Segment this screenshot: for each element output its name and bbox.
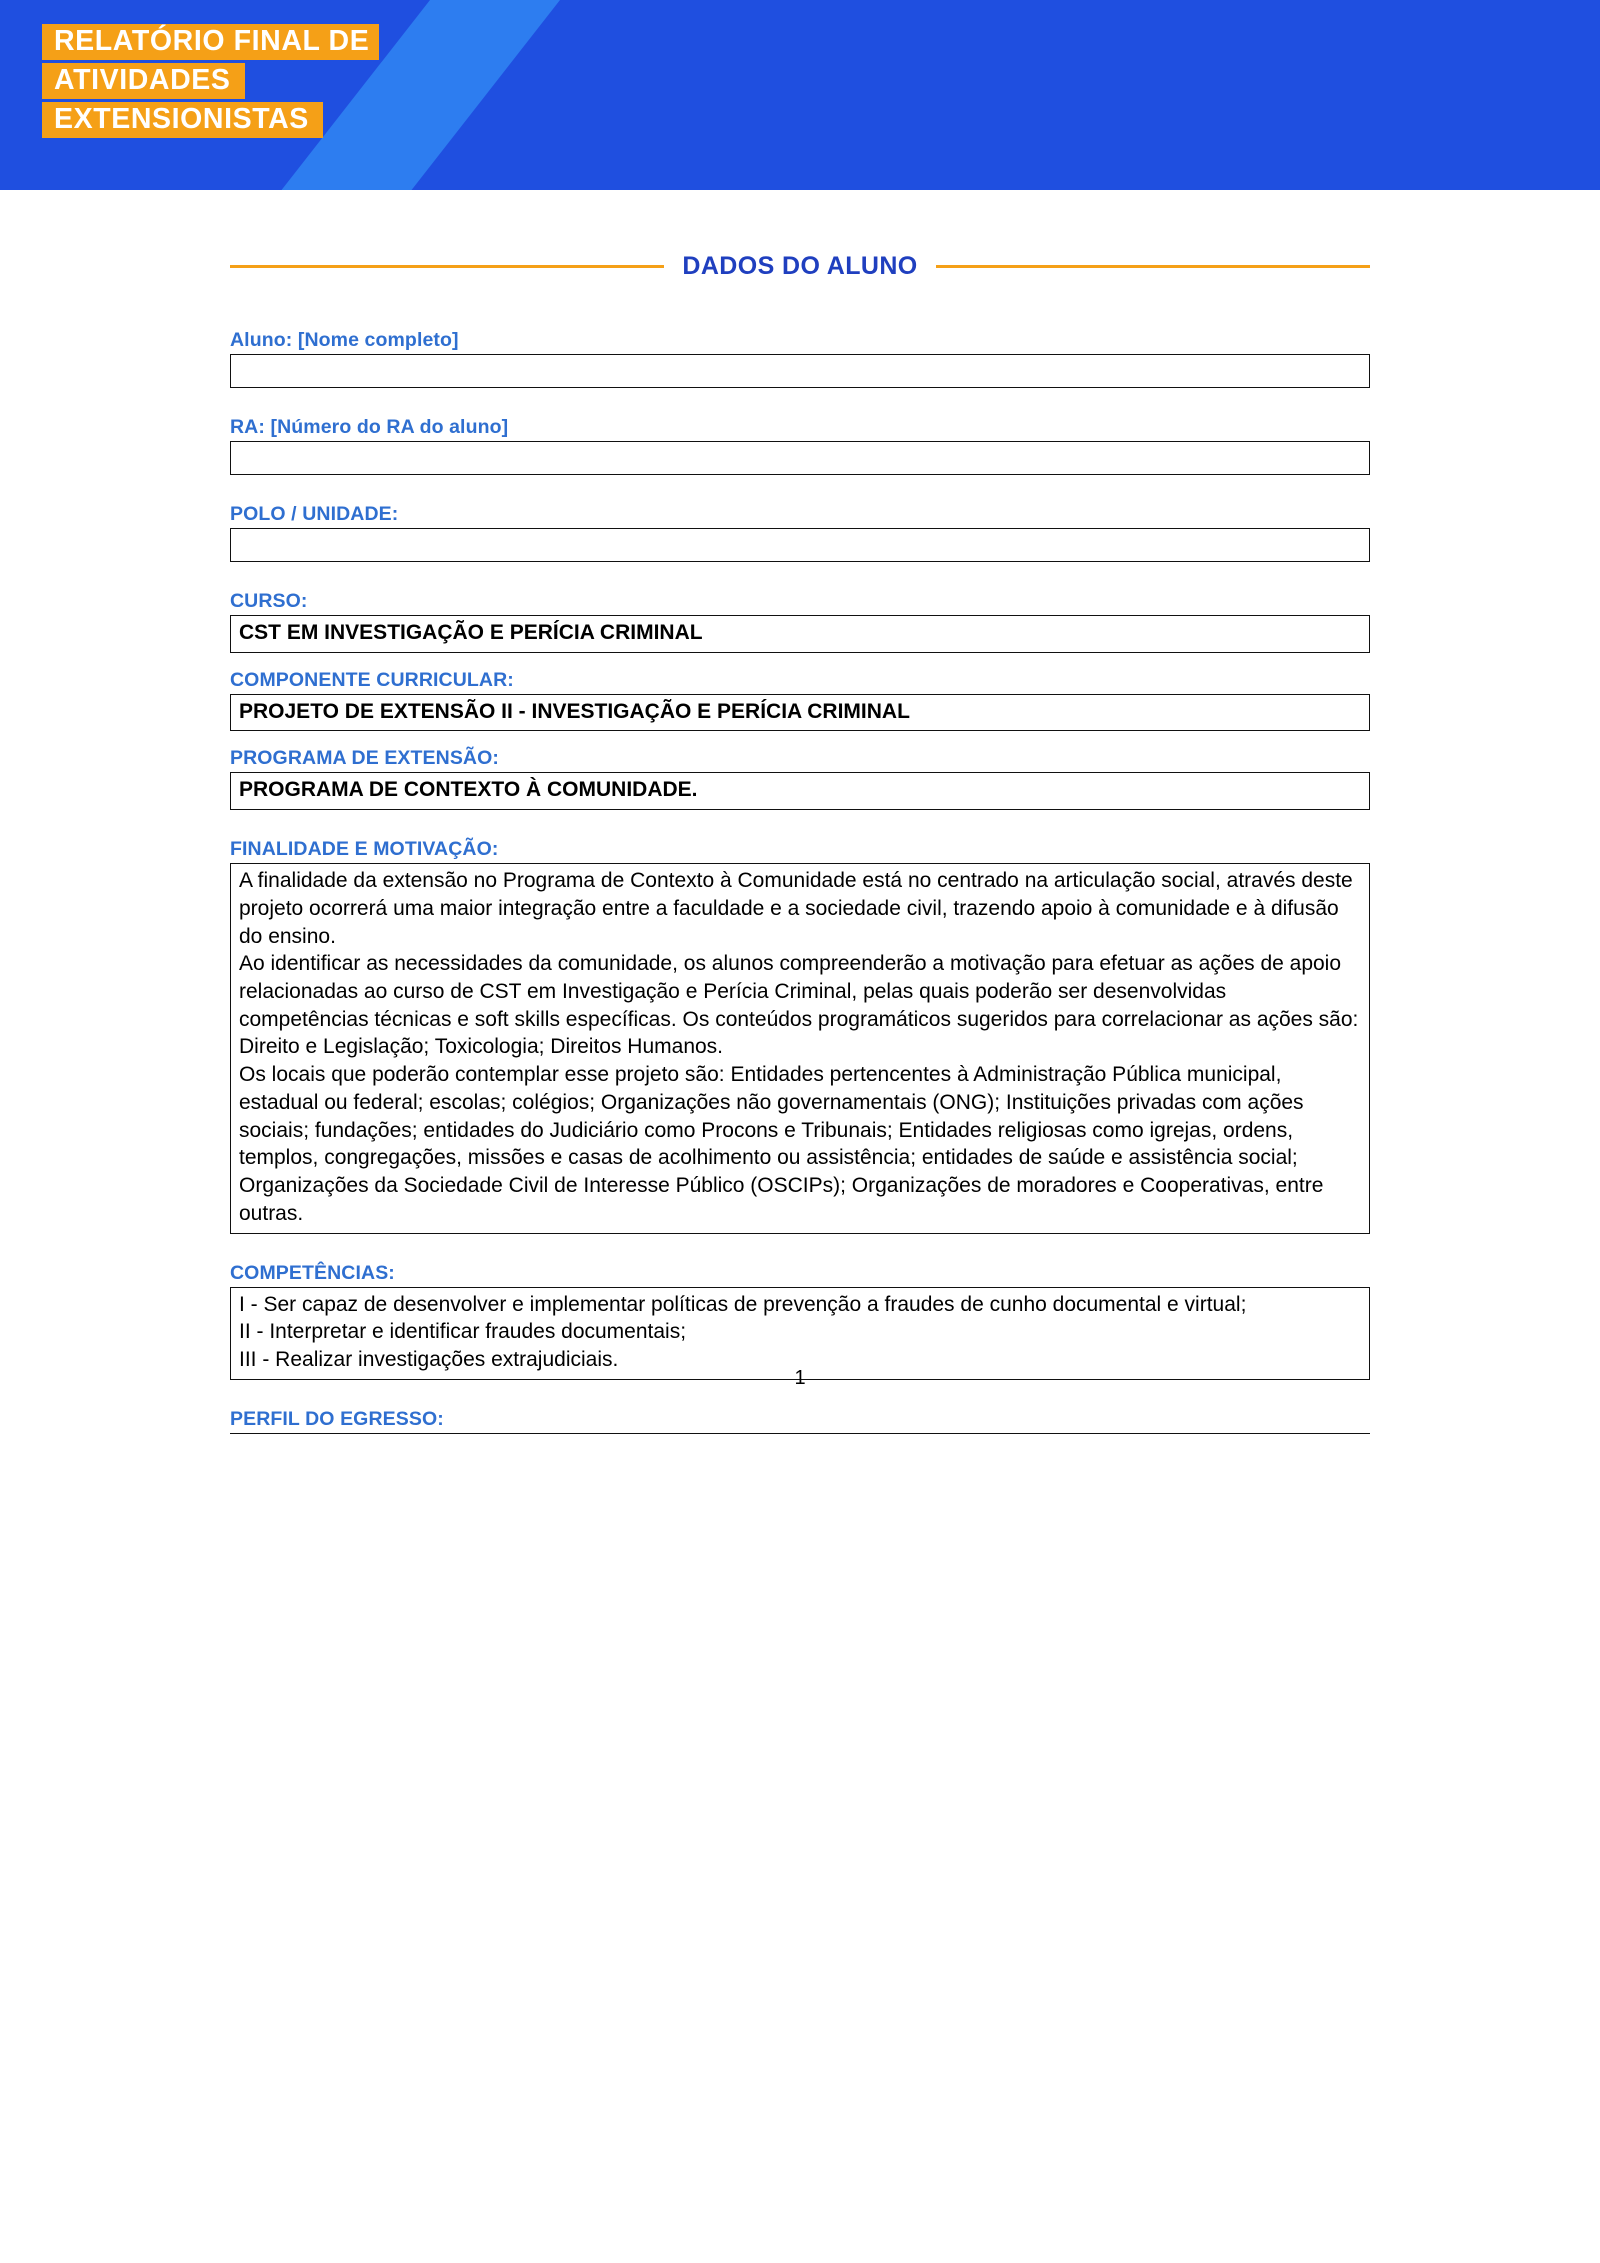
field-input-curso[interactable]: CST EM INVESTIGAÇÃO E PERÍCIA CRIMINAL [230,615,1370,653]
competencia-item-3: III - Realizar investigações extrajudiciais. [239,1347,619,1371]
field-text-finalidade-motivacao[interactable] [230,863,1370,1233]
page-number: 1 [794,1366,806,1389]
field-ra [230,416,1370,475]
banner-title-line-1: RELATÓRIO FINAL DE [42,24,379,60]
field-input-polo-unidade[interactable] [230,528,1370,562]
field-label-aluno: Aluno: [Nome completo] [230,329,459,351]
finalidade-paragraph-3: Direito e Legislação; Toxicologia; Direitos Humanos. [239,1035,724,1059]
section-heading-dados-do-aluno [230,252,1370,281]
field-label-ra: RA: [Número do RA do aluno] [230,416,509,438]
field-label-curso: CURSO: [230,590,308,612]
section-rule-left [230,265,664,268]
section-title: DADOS DO ALUNO [682,252,918,280]
field-input-programa-extensao[interactable]: PROGRAMA DE CONTEXTO À COMUNIDADE. [230,772,1370,810]
banner-title-line-2: ATIVIDADES [42,63,245,99]
banner-title-block [42,24,379,141]
finalidade-paragraph-4: Os locais que poderão contemplar esse projeto são: Entidades pertencentes à Administração Pública municipal, estadual ou federal; escolas; colégios; Organizações não governamentais (ONG); Instituições privadas com ações sociais; fundações; entidades do Judiciário como Procons e Tribunais; Entidades religiosas como igrejas, ordens, templos, congregações, missões e casas de acolhimento ou assistência; entidades de saúde e assistência social; Organizações da Sociedade Civil de Interesse Público (OSCIPs); Organizações de moradores e Cooperativas, entre outras. [239,1063,1324,1225]
competencia-item-1: I - Ser capaz de desenvolver e implementar políticas de prevenção a fraudes de cunho documental e virtual; [239,1292,1247,1316]
field-input-perfil-egresso-topline[interactable] [230,1433,1370,1434]
field-label-perfil-egresso: PERFIL DO EGRESSO: [230,1407,444,1430]
field-label-competencias: COMPETÊNCIAS: [230,1261,395,1284]
finalidade-paragraph-2: Ao identificar as necessidades da comunidade, os alunos compreenderão a motivação para efetuar as ações de apoio relacionadas ao curso de CST em Investigação e Perícia Criminal, pelas quais poderão ser desenvolvidas competências técnicas e soft skills específicas. Os conteúdos programáticos sugeridos para correlacionar as ações são: [239,952,1359,1031]
page-content [230,190,1370,1434]
field-input-aluno[interactable] [230,354,1370,388]
field-label-programa-extensao: PROGRAMA DE EXTENSÃO: [230,747,499,770]
field-perfil-egresso [230,1408,1370,1434]
document-page [0,190,1600,1434]
document-header-banner [0,0,1600,190]
field-competencias [230,1262,1370,1380]
competencia-item-2: II - Interpretar e identificar fraudes documentais; [239,1320,687,1344]
field-finalidade-motivacao [230,838,1370,1233]
field-label-polo-unidade: POLO / UNIDADE: [230,503,399,525]
banner-diagonal-shape-dark [412,0,1600,190]
field-label-finalidade-motivacao: FINALIDADE E MOTIVAÇÃO: [230,838,499,861]
field-aluno [230,329,1370,388]
section-rule-right [936,265,1370,268]
field-label-componente-curricular: COMPONENTE CURRICULAR: [230,668,514,691]
field-programa-extensao [230,747,1370,810]
field-input-ra[interactable] [230,441,1370,475]
finalidade-paragraph-1: A finalidade da extensão no Programa de Contexto à Comunidade está no centrado na articulação social, através deste projeto ocorrerá uma maior integração entre a faculdade e a sociedade civil, trazendo apoio à comunidade e à difusão do ensino. [239,869,1353,948]
field-input-componente-curricular[interactable]: PROJETO DE EXTENSÃO II - INVESTIGAÇÃO E PERÍCIA CRIMINAL [230,694,1370,732]
banner-title-line-3: EXTENSIONISTAS [42,102,323,138]
field-curso [230,590,1370,653]
field-polo-unidade [230,503,1370,562]
field-componente-curricular [230,669,1370,732]
